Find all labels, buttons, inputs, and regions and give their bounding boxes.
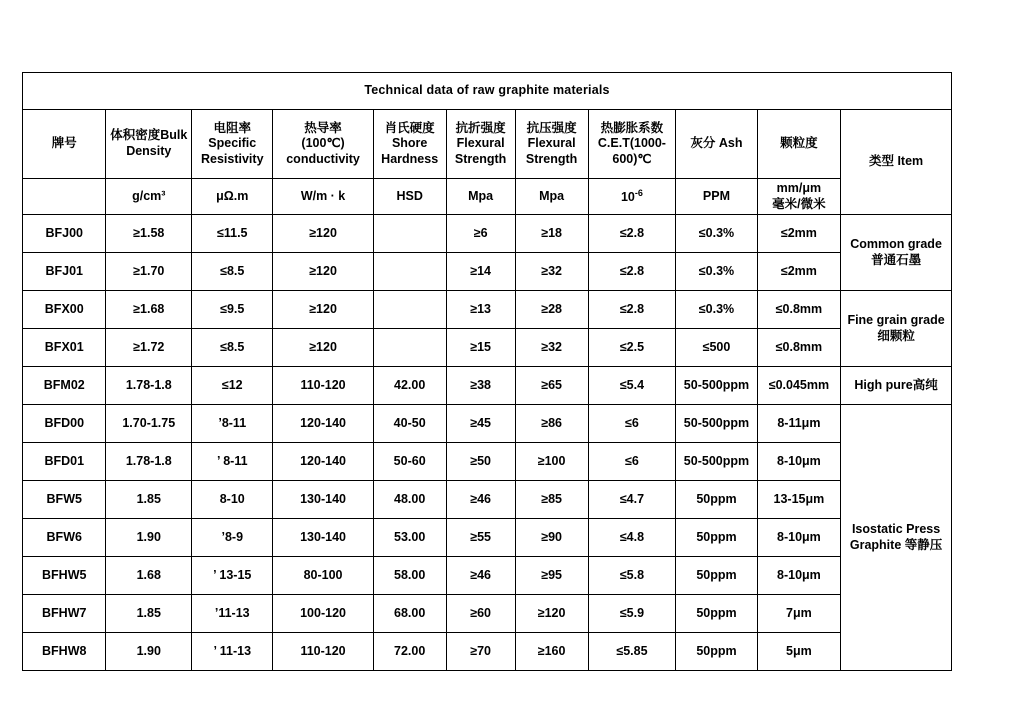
table-row bbox=[23, 595, 952, 633]
cell-resistivity: ≤8.5 bbox=[192, 329, 273, 367]
cell-cte: ≤2.8 bbox=[588, 253, 676, 291]
header-resistivity: 电阻率 Specific Resistivity bbox=[192, 110, 273, 179]
cell-resistivity: ’ 11-13 bbox=[192, 633, 273, 671]
cell-conductivity: 120-140 bbox=[273, 443, 373, 481]
cell-shore-hardness: 48.00 bbox=[373, 481, 446, 519]
cell-shore-hardness: 42.00 bbox=[373, 367, 446, 405]
cell-bulk-density: 1.68 bbox=[106, 557, 192, 595]
cell-conductivity: 120-140 bbox=[273, 405, 373, 443]
cell-resistivity: ’8-11 bbox=[192, 405, 273, 443]
cell-resistivity: ’ 13-15 bbox=[192, 557, 273, 595]
cell-grain-size: 7μm bbox=[757, 595, 840, 633]
unit-cte: $10^{-6}$ bbox=[588, 179, 676, 215]
cell-ash: 50-500ppm bbox=[676, 443, 757, 481]
cell-shore-hardness: 50-60 bbox=[373, 443, 446, 481]
table-row bbox=[23, 519, 952, 557]
cell-grain-size: 8-10μm bbox=[757, 443, 840, 481]
cell-grade: BFX00 bbox=[23, 291, 106, 329]
cell-cte: ≤5.85 bbox=[588, 633, 676, 671]
cell-cte: ≤4.8 bbox=[588, 519, 676, 557]
group-label-common-grade: Common grade 普通石墨 bbox=[841, 215, 952, 291]
header-cte: 热膨胀系数 C.E.T(1000- 600)℃ bbox=[588, 110, 676, 179]
cell-conductivity: 110-120 bbox=[273, 633, 373, 671]
unit-grain-size: mm/μm 毫米/微米 bbox=[757, 179, 840, 215]
cell-ash: 50ppm bbox=[676, 633, 757, 671]
cell-shore-hardness bbox=[373, 253, 446, 291]
cell-flexural-strength: ≥60 bbox=[446, 595, 515, 633]
cell-compressive-strength: ≥95 bbox=[515, 557, 588, 595]
cell-compressive-strength: ≥18 bbox=[515, 215, 588, 253]
cell-cte: ≤2.5 bbox=[588, 329, 676, 367]
cell-compressive-strength: ≥86 bbox=[515, 405, 588, 443]
cell-flexural-strength: ≥6 bbox=[446, 215, 515, 253]
cell-grade: BFW6 bbox=[23, 519, 106, 557]
table-row bbox=[23, 367, 952, 405]
cell-shore-hardness bbox=[373, 329, 446, 367]
cell-grain-size: 5μm bbox=[757, 633, 840, 671]
cell-grade: BFJ01 bbox=[23, 253, 106, 291]
cell-grade: BFD00 bbox=[23, 405, 106, 443]
header-item-type: 类型 Item bbox=[841, 110, 952, 215]
cell-conductivity: ≥120 bbox=[273, 215, 373, 253]
cell-grade: BFW5 bbox=[23, 481, 106, 519]
cell-flexural-strength: ≥38 bbox=[446, 367, 515, 405]
cell-resistivity: ≤11.5 bbox=[192, 215, 273, 253]
page-title: Technical data of raw graphite materials bbox=[23, 73, 952, 110]
cell-resistivity: ≤9.5 bbox=[192, 291, 273, 329]
cell-conductivity: ≥120 bbox=[273, 329, 373, 367]
unit-conductivity: W/m · k bbox=[273, 179, 373, 215]
cell-bulk-density: ≥1.70 bbox=[106, 253, 192, 291]
cell-flexural-strength: ≥46 bbox=[446, 557, 515, 595]
table-title-row bbox=[23, 73, 952, 110]
table-row bbox=[23, 291, 952, 329]
cell-cte: ≤5.4 bbox=[588, 367, 676, 405]
cell-flexural-strength: ≥55 bbox=[446, 519, 515, 557]
table-row bbox=[23, 557, 952, 595]
cell-compressive-strength: ≥85 bbox=[515, 481, 588, 519]
cell-grain-size: 8-11μm bbox=[757, 405, 840, 443]
cell-ash: 50-500ppm bbox=[676, 367, 757, 405]
header-shore-hardness: 肖氏硬度 Shore Hardness bbox=[373, 110, 446, 179]
cell-grade: BFD01 bbox=[23, 443, 106, 481]
cell-grain-size: ≤2mm bbox=[757, 215, 840, 253]
cell-resistivity: ≤12 bbox=[192, 367, 273, 405]
table-row bbox=[23, 481, 952, 519]
cell-grade: BFHW8 bbox=[23, 633, 106, 671]
technical-data-table bbox=[22, 72, 952, 671]
cell-shore-hardness bbox=[373, 291, 446, 329]
header-ash: 灰分 Ash bbox=[676, 110, 757, 179]
cell-flexural-strength: ≥46 bbox=[446, 481, 515, 519]
cell-shore-hardness: 53.00 bbox=[373, 519, 446, 557]
technical-data-table-wrapper bbox=[22, 72, 952, 671]
cell-bulk-density: ≥1.68 bbox=[106, 291, 192, 329]
cell-grain-size: 8-10μm bbox=[757, 557, 840, 595]
cell-bulk-density: ≥1.72 bbox=[106, 329, 192, 367]
header-compressive-strength: 抗压强度 Flexural Strength bbox=[515, 110, 588, 179]
cell-grain-size: ≤0.8mm bbox=[757, 291, 840, 329]
table-row bbox=[23, 443, 952, 481]
cell-flexural-strength: ≥13 bbox=[446, 291, 515, 329]
unit-grade bbox=[23, 179, 106, 215]
unit-cte-exponent: -6 bbox=[634, 187, 643, 198]
unit-ash: PPM bbox=[676, 179, 757, 215]
group-label-isostatic-press: Isostatic Press Graphite 等静压 bbox=[841, 405, 952, 671]
table-row bbox=[23, 633, 952, 671]
cell-conductivity: 110-120 bbox=[273, 367, 373, 405]
group-label-fine-grain-grade: Fine grain grade 细颗粒 bbox=[841, 291, 952, 367]
cell-ash: ≤500 bbox=[676, 329, 757, 367]
cell-grain-size: 13-15μm bbox=[757, 481, 840, 519]
unit-resistivity: μΩ.m bbox=[192, 179, 273, 215]
cell-resistivity: ’8-9 bbox=[192, 519, 273, 557]
cell-grain-size: ≤2mm bbox=[757, 253, 840, 291]
table-row bbox=[23, 215, 952, 253]
cell-grade: BFHW7 bbox=[23, 595, 106, 633]
header-flexural-strength: 抗折强度 Flexural Strength bbox=[446, 110, 515, 179]
cell-bulk-density: 1.85 bbox=[106, 595, 192, 633]
cell-conductivity: 100-120 bbox=[273, 595, 373, 633]
cell-flexural-strength: ≥45 bbox=[446, 405, 515, 443]
header-conductivity: 热导率 (100℃) conductivity bbox=[273, 110, 373, 179]
cell-cte: ≤2.8 bbox=[588, 291, 676, 329]
cell-shore-hardness: 72.00 bbox=[373, 633, 446, 671]
cell-shore-hardness: 68.00 bbox=[373, 595, 446, 633]
cell-compressive-strength: ≥100 bbox=[515, 443, 588, 481]
cell-compressive-strength: ≥32 bbox=[515, 253, 588, 291]
header-grain-size: 颗粒度 bbox=[757, 110, 840, 179]
table-row bbox=[23, 253, 952, 291]
cell-cte: ≤5.8 bbox=[588, 557, 676, 595]
cell-ash: ≤0.3% bbox=[676, 291, 757, 329]
cell-conductivity: 130-140 bbox=[273, 481, 373, 519]
cell-flexural-strength: ≥14 bbox=[446, 253, 515, 291]
cell-grain-size: ≤0.045mm bbox=[757, 367, 840, 405]
group-label-high-pure: High pure高纯 bbox=[841, 367, 952, 405]
cell-compressive-strength: ≥120 bbox=[515, 595, 588, 633]
cell-grade: BFHW5 bbox=[23, 557, 106, 595]
cell-compressive-strength: ≥65 bbox=[515, 367, 588, 405]
cell-compressive-strength: ≥32 bbox=[515, 329, 588, 367]
table-row bbox=[23, 405, 952, 443]
cell-compressive-strength: ≥90 bbox=[515, 519, 588, 557]
cell-shore-hardness: 40-50 bbox=[373, 405, 446, 443]
cell-grain-size: ≤0.8mm bbox=[757, 329, 840, 367]
table-row bbox=[23, 329, 952, 367]
unit-shore-hardness: HSD bbox=[373, 179, 446, 215]
cell-resistivity: ’11-13 bbox=[192, 595, 273, 633]
unit-bulk-density: g/cm³ bbox=[106, 179, 192, 215]
header-bulk-density: 体积密度Bulk Density bbox=[106, 110, 192, 179]
header-grade: 牌号 bbox=[23, 110, 106, 179]
cell-cte: ≤6 bbox=[588, 443, 676, 481]
cell-bulk-density: 1.90 bbox=[106, 633, 192, 671]
cell-conductivity: 80-100 bbox=[273, 557, 373, 595]
cell-cte: ≤2.8 bbox=[588, 215, 676, 253]
cell-flexural-strength: ≥50 bbox=[446, 443, 515, 481]
cell-flexural-strength: ≥70 bbox=[446, 633, 515, 671]
cell-ash: 50-500ppm bbox=[676, 405, 757, 443]
cell-grain-size: 8-10μm bbox=[757, 519, 840, 557]
cell-bulk-density: 1.70-1.75 bbox=[106, 405, 192, 443]
cell-ash: 50ppm bbox=[676, 519, 757, 557]
table-units-row bbox=[23, 179, 952, 215]
unit-compressive-strength: Mpa bbox=[515, 179, 588, 215]
cell-cte: ≤6 bbox=[588, 405, 676, 443]
cell-bulk-density: 1.90 bbox=[106, 519, 192, 557]
cell-ash: 50ppm bbox=[676, 557, 757, 595]
cell-conductivity: ≥120 bbox=[273, 291, 373, 329]
cell-shore-hardness bbox=[373, 215, 446, 253]
cell-resistivity: ≤8.5 bbox=[192, 253, 273, 291]
cell-flexural-strength: ≥15 bbox=[446, 329, 515, 367]
unit-flexural-strength: Mpa bbox=[446, 179, 515, 215]
cell-resistivity: ’ 8-11 bbox=[192, 443, 273, 481]
cell-compressive-strength: ≥28 bbox=[515, 291, 588, 329]
cell-ash: 50ppm bbox=[676, 481, 757, 519]
cell-grade: BFJ00 bbox=[23, 215, 106, 253]
cell-ash: ≤0.3% bbox=[676, 253, 757, 291]
cell-ash: ≤0.3% bbox=[676, 215, 757, 253]
cell-compressive-strength: ≥160 bbox=[515, 633, 588, 671]
cell-conductivity: ≥120 bbox=[273, 253, 373, 291]
cell-cte: ≤5.9 bbox=[588, 595, 676, 633]
cell-grade: BFX01 bbox=[23, 329, 106, 367]
cell-bulk-density: 1.85 bbox=[106, 481, 192, 519]
cell-cte: ≤4.7 bbox=[588, 481, 676, 519]
cell-bulk-density: 1.78-1.8 bbox=[106, 367, 192, 405]
cell-grade: BFM02 bbox=[23, 367, 106, 405]
cell-conductivity: 130-140 bbox=[273, 519, 373, 557]
cell-ash: 50ppm bbox=[676, 595, 757, 633]
table-header-row bbox=[23, 110, 952, 179]
cell-bulk-density: ≥1.58 bbox=[106, 215, 192, 253]
cell-shore-hardness: 58.00 bbox=[373, 557, 446, 595]
cell-bulk-density: 1.78-1.8 bbox=[106, 443, 192, 481]
cell-resistivity: 8-10 bbox=[192, 481, 273, 519]
